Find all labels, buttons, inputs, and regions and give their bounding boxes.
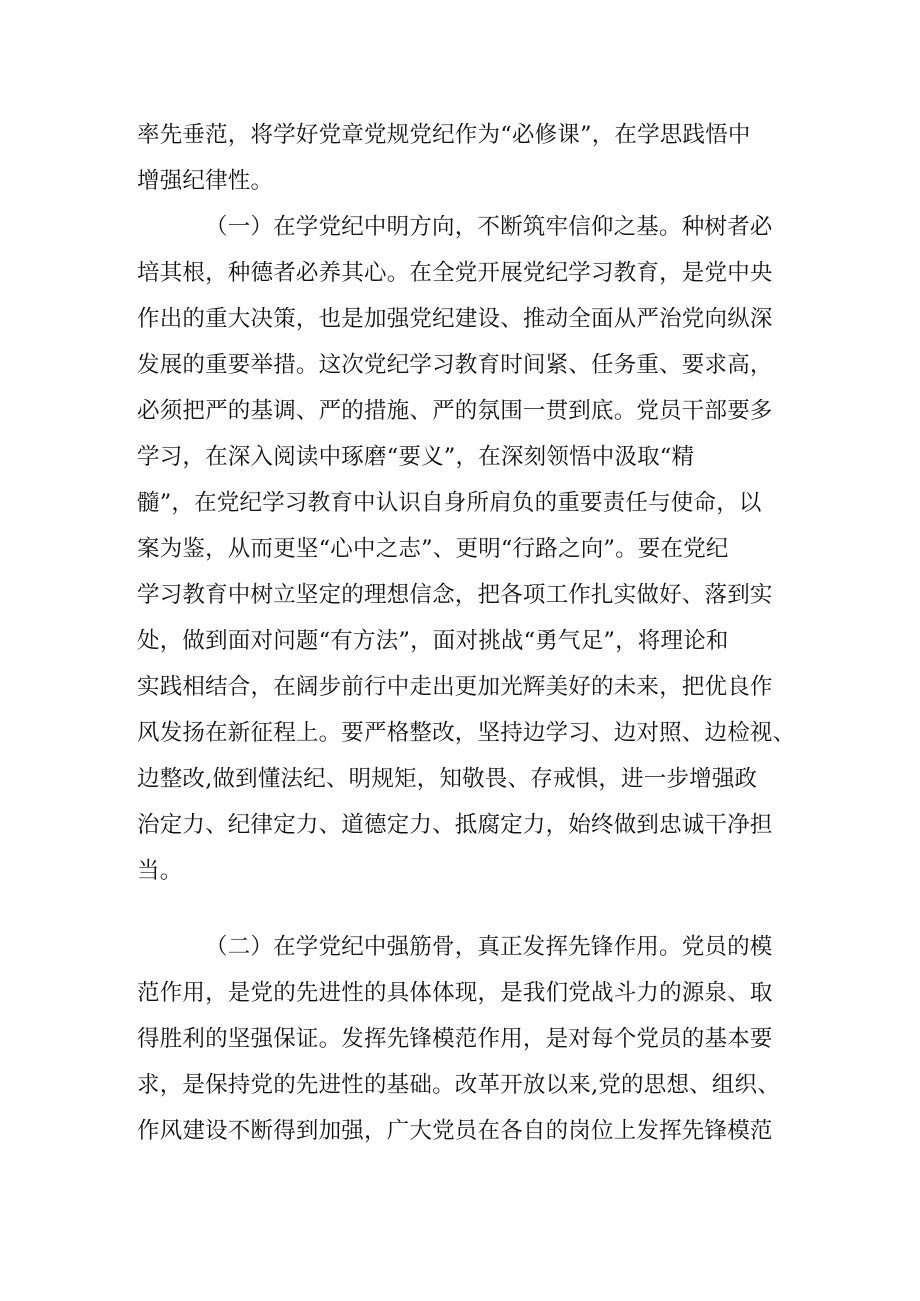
text-line: 培其根，种德者必养其心。在全党开展党纪学习教育，是党中央 bbox=[137, 260, 773, 286]
section-heading-1: （一）在学党纪中明方向，不断筑牢信仰之基。种树者必 bbox=[205, 214, 773, 240]
text-line: 边整改,做到懂法纪、明规矩，知敬畏、存戒惧，进一步增强政 bbox=[137, 766, 758, 792]
text-line: 学习，在深入阅读中琢磨“要义”，在深刻领悟中汲取“精 bbox=[137, 444, 695, 470]
text-line: 增强纪律性。 bbox=[137, 168, 274, 194]
text-line: 求，是保持党的先进性的基础。改革开放以来,党的思想、组织、 bbox=[137, 1072, 780, 1098]
text-line: 必须把严的基调、严的措施、严的氛围一贯到底。党员干部要多 bbox=[137, 398, 773, 424]
text-line: 率先垂范，将学好党章党规党纪作为“必修课”，在学思践悟中 bbox=[137, 122, 751, 148]
text-line: 作出的重大决策，也是加强党纪建设、推动全面从严治党向纵深 bbox=[137, 306, 773, 332]
text-line: 发展的重要举措。这次党纪学习教育时间紧、任务重、要求高， bbox=[137, 352, 773, 378]
text-line: 学习教育中树立坚定的理想信念，把各项工作扎实做好、落到实 bbox=[137, 582, 773, 608]
section-heading-2: （二）在学党纪中强筋骨，真正发挥先锋作用。党员的模 bbox=[205, 934, 773, 960]
text-line: 范作用，是党的先进性的具体体现，是我们党战斗力的源泉、取 bbox=[137, 980, 773, 1006]
text-line: 风发扬在新征程上。要严格整改，坚持边学习、边对照、边检视、 bbox=[137, 720, 796, 746]
text-line: 实践相结合，在阔步前行中走出更加光辉美好的未来，把优良作 bbox=[137, 674, 773, 700]
text-line: 髓”，在党纪学习教育中认识自身所肩负的重要责任与使命，以 bbox=[137, 490, 762, 516]
text-line: 治定力、纪律定力、道德定力、抵腐定力，始终做到忠诚干净担 bbox=[137, 812, 773, 838]
text-line: 得胜利的坚强保证。发挥先锋模范作用，是对每个党员的基本要 bbox=[137, 1026, 773, 1052]
text-line: 处，做到面对问题“有方法”，面对挑战“勇气足”，将理论和 bbox=[137, 628, 729, 654]
text-line: 作风建设不断得到加强，广大党员在各自的岗位上发挥先锋模范 bbox=[137, 1118, 773, 1144]
text-line: 当。 bbox=[137, 858, 183, 884]
text-line: 案为鉴，从而更坚“心中之志”、更明“行路之向”。要在党纪 bbox=[137, 536, 729, 562]
